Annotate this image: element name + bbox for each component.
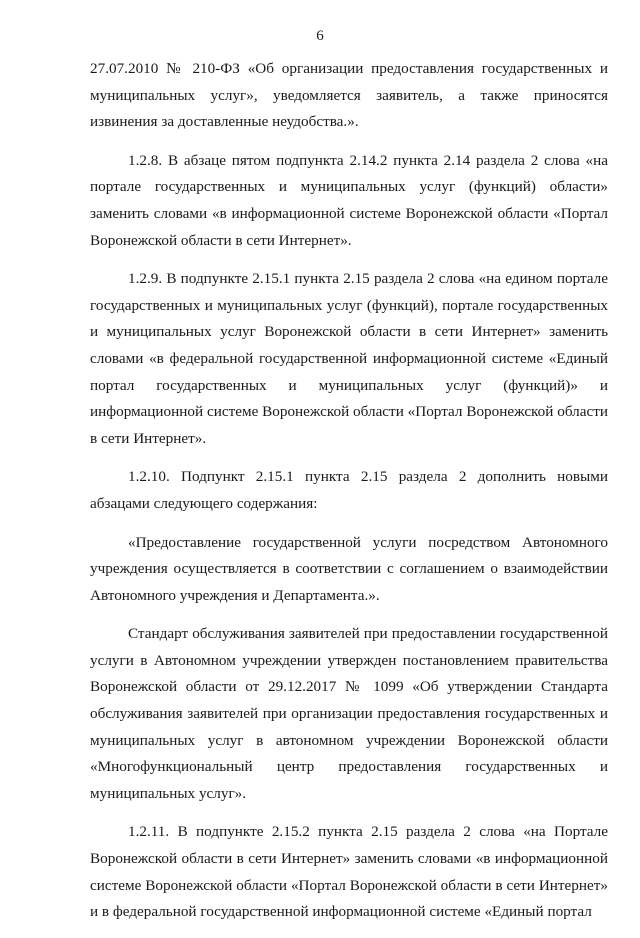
paragraph-1-2-8: 1.2.8. В абзаце пятом подпункта 2.14.2 пункта 2.14 раздела 2 слова «на портале государственных и муниципальных услуг (функций) области» заменить словами «в информационной системе Воронежской области «Портал Воронежской области в сети Интернет». <box>90 151 608 249</box>
page-number: 6 <box>316 28 324 44</box>
paragraph-1-2-10: 1.2.10. Подпункт 2.15.1 пункта 2.15 раздела 2 дополнить новыми абзацами следующего содержания: <box>90 468 608 512</box>
paragraph-1-2-9: 1.2.9. В подпункте 2.15.1 пункта 2.15 раздела 2 слова «на едином портале государственных и муниципальных услуг (функций), портале государственных и муниципальных услуг Воронежской области в сети Интернет» заменить словами «в федеральной государственной информационной системе «Единый портал государственных и муниципальных услуг (функций)» и информационной системе Воронежской области «Портал Воронежской области в сети Интернет». <box>90 270 608 447</box>
paragraph-quote: «Предоставление государственной услуги посредством Автономного учреждения осуществляется в соответствии с соглашением о взаимодействии Автономного учреждения и Департамента.». <box>90 533 608 604</box>
paragraph-1-2-11: 1.2.11. В подпункте 2.15.2 пункта 2.15 раздела 2 слова «на Портале Воронежской области в сети Интернет» заменить словами «в информационной системе Воронежской области «Портал Воронежской области в сети Интернет» и в федеральной государственной информационной системе «Единый портал <box>90 823 608 921</box>
paragraph-continuation: 27.07.2010 № 210-ФЗ «Об организации предоставления государственных и муниципальных услуг», уведомляется заявитель, а также приносятся извинения за доставленные неудобства.». <box>90 60 608 131</box>
document-body <box>90 56 608 938</box>
paragraph-standard: Стандарт обслуживания заявителей при предоставлении государственной услуги в Автономном учреждении утвержден постановлением правительства Воронежской области от 29.12.2017 № 1099 «Об утверждении Стандарта обслуживания заявителей при организации предоставления государственных и муниципальных услуг в автономном учреждении Воронежской области «Многофункциональный центр предоставления государственных и муниципальных услуг». <box>90 625 608 802</box>
